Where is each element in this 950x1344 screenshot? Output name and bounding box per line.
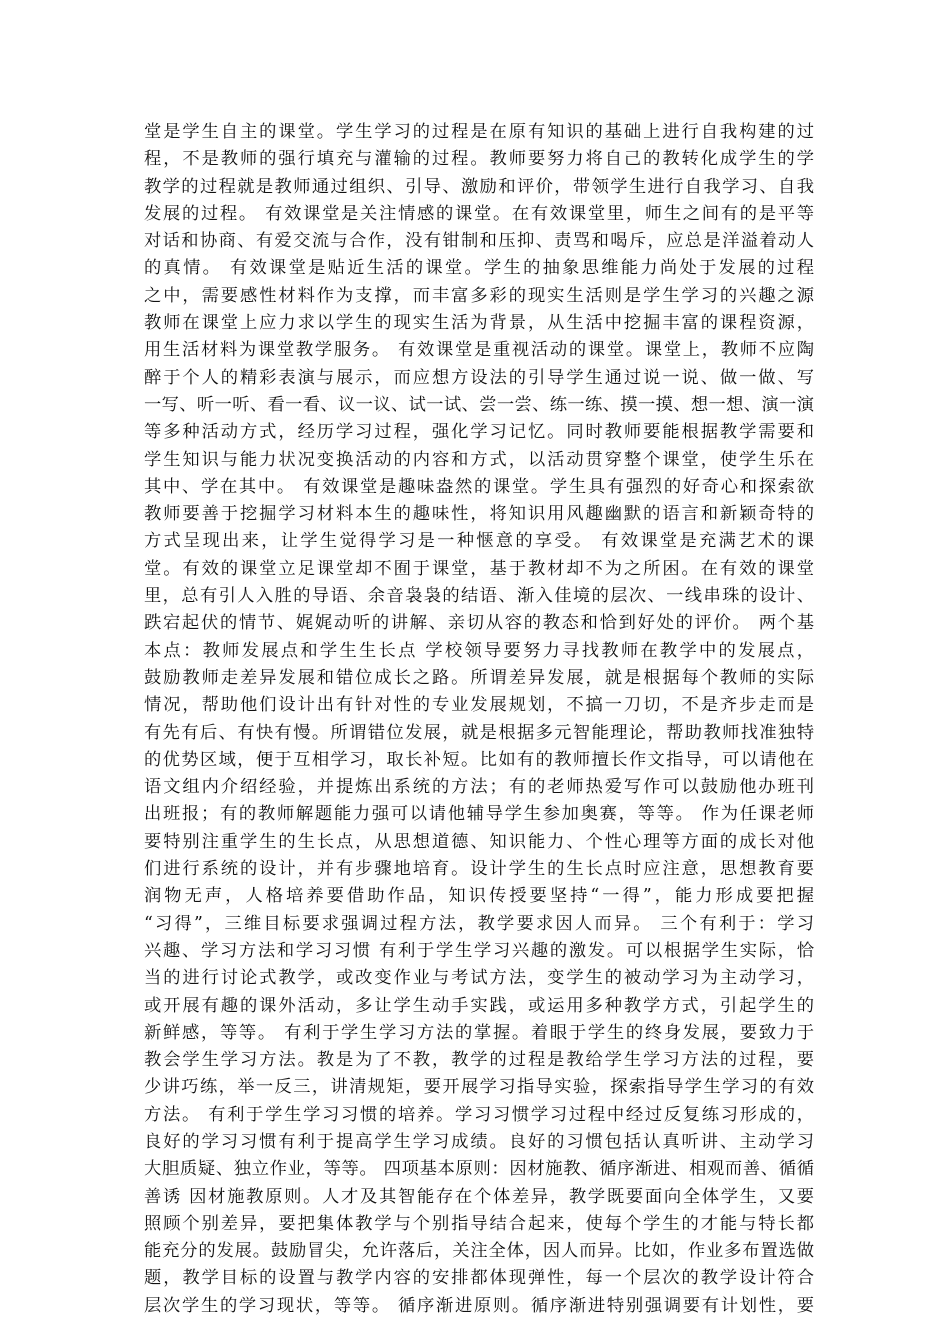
text-line: 鼓励教师走差异发展和错位成长之路。所谓差异发展，就是根据每个教师的实际 <box>144 667 814 688</box>
text-line: 里，总有引人入胜的导语、余音袅袅的结语、渐入佳境的层次、一线串珠的设计、 <box>144 586 814 607</box>
text-line: 善诱 因材施教原则。人才及其智能存在个体差异，教学既要面向全体学生，又要 <box>144 1186 814 1207</box>
text-line: 语文组内介绍经验，并提炼出系统的方法；有的老师热爱写作可以鼓励他办班刊 <box>144 777 814 798</box>
text-line: 之中，需要感性材料作为支撑，而丰富多彩的现实生活则是学生学习的兴趣之源 <box>144 285 814 306</box>
text-line: 一写、听一听、看一看、议一议、试一试、尝一尝、练一练、摸一摸、想一想、演一演 <box>144 394 814 415</box>
text-line: 教师要善于挖掘学习材料本生的趣味性，将知识用风趣幽默的语言和新颖奇特的 <box>144 504 814 525</box>
text-line: 学生知识与能力状况变换活动的内容和方式，以活动贯穿整个课堂，使学生乐在 <box>144 449 814 470</box>
text-line: 堂。有效的课堂立足课堂却不囿于课堂，基于教材却不为之所困。在有效的课堂 <box>144 558 814 579</box>
text-line: 或开展有趣的课外活动，多让学生动手实践，或运用多种教学方式，引起学生的 <box>144 995 814 1016</box>
text-line: 其中、学在其中。 有效课堂是趣味盎然的课堂。学生具有强烈的好奇心和探索欲 <box>144 476 814 497</box>
text-line: 良好的学习习惯有利于提高学生学习成绩。良好的习惯包括认真听讲、主动学习 <box>144 1131 814 1152</box>
text-line: 的真情。 有效课堂是贴近生活的课堂。学生的抽象思维能力尚处于发展的过程 <box>144 258 814 279</box>
text-line: 醉于个人的精彩表演与展示，而应想方设法的引导学生通过说一说、做一做、写 <box>144 367 814 388</box>
text-line: 跌宕起伏的情节、娓娓动听的讲解、亲切从容的教态和恰到好处的评价。 两个基 <box>144 613 814 634</box>
text-line: 发展的过程。 有效课堂是关注情感的课堂。在有效课堂里，师生之间有的是平等 <box>144 203 814 224</box>
text-line: “习得”，三维目标要求强调过程方法，教学要求因人而异。 三个有利于：学习 <box>144 913 814 934</box>
text-line: 题，教学目标的设置与教学内容的安排都体现弹性，每一个层次的教学设计符合 <box>144 1268 814 1289</box>
text-line: 情况，帮助他们设计出有针对性的专业发展规划，不搞一刀切，不是齐步走而是 <box>144 695 814 716</box>
text-line: 层次学生的学习现状，等等。 循序渐进原则。循序渐进特别强调要有计划性，要 <box>144 1295 814 1316</box>
text-line: 教学的过程就是教师通过组织、引导、激励和评价，带领学生进行自我学习、自我 <box>144 176 814 197</box>
text-line: 有先有后、有快有慢。所谓错位发展，就是根据多元智能理论，帮助教师找准独特 <box>144 722 814 743</box>
text-line: 堂是学生自主的课堂。学生学习的过程是在原有知识的基础上进行自我构建的过 <box>144 122 814 142</box>
text-line: 教师在课堂上应力求以学生的现实生活为背景，从生活中挖掘丰富的课程资源， <box>144 313 814 334</box>
text-line: 用生活材料为课堂教学服务。 有效课堂是重视活动的课堂。课堂上，教师不应陶 <box>144 340 814 361</box>
text-line: 少讲巧练，举一反三，讲清规矩，要开展学习指导实验，探索指导学生学习的有效 <box>144 1077 814 1098</box>
text-line: 程，不是教师的强行填充与灌输的过程。教师要努力将自己的教转化成学生的学 <box>144 149 814 170</box>
text-line: 的优势区域，便于互相学习，取长补短。比如有的教师擅长作文指导，可以请他在 <box>144 749 814 770</box>
text-line: 本点：教师发展点和学生生长点 学校领导要努力寻找教师在教学中的发展点， <box>144 640 814 661</box>
text-line: 方法。 有利于学生学习习惯的培养。学习习惯学习过程中经过反复练习形成的， <box>144 1104 814 1125</box>
text-line: 大胆质疑、独立作业，等等。 四项基本原则：因材施教、循序渐进、相观而善、循循 <box>144 1159 814 1180</box>
text-line: 能充分的发展。鼓励冒尖，允许落后，关注全体，因人而异。比如，作业多布置选做 <box>144 1241 814 1262</box>
text-line: 新鲜感，等等。 有利于学生学习方法的掌握。着眼于学生的终身发展，要致力于 <box>144 1022 814 1043</box>
text-line: 当的进行讨论式教学，或改变作业与考试方法，变学生的被动学习为主动学习， <box>144 968 814 989</box>
text-line: 对话和协商、有爱交流与合作，没有钳制和压抑、责骂和喝斥，应总是洋溢着动人 <box>144 231 814 252</box>
text-line: 照顾个别差异，要把集体教学与个别指导结合起来，使每个学生的才能与特长都 <box>144 1213 814 1234</box>
text-line: 要特别注重学生的生长点，从思想道德、知识能力、个性心理等方面的成长对他 <box>144 831 814 852</box>
body-text <box>144 119 814 1320</box>
text-line: 等多种活动方式，经历学习过程，强化学习记忆。同时教师要能根据教学需要和 <box>144 422 814 443</box>
text-line: 出班报；有的教师解题能力强可以请他辅导学生参加奥赛，等等。 作为任课老师 <box>144 804 814 825</box>
text-line: 们进行系统的设计，并有步骤地培育。设计学生的生长点时应注意，思想教育要 <box>144 859 814 880</box>
text-line: 教会学生学习方法。教是为了不教，教学的过程是教给学生学习方法的过程，要 <box>144 1050 814 1071</box>
text-line: 方式呈现出来，让学生觉得学习是一种惬意的享受。 有效课堂是充满艺术的课 <box>144 531 814 552</box>
text-line: 润物无声，人格培养要借助作品，知识传授要坚持“一得”，能力形成要把握 <box>144 886 814 907</box>
text-line: 兴趣、学习方法和学习习惯 有利于学生学习兴趣的激发。可以根据学生实际，恰 <box>144 940 814 961</box>
